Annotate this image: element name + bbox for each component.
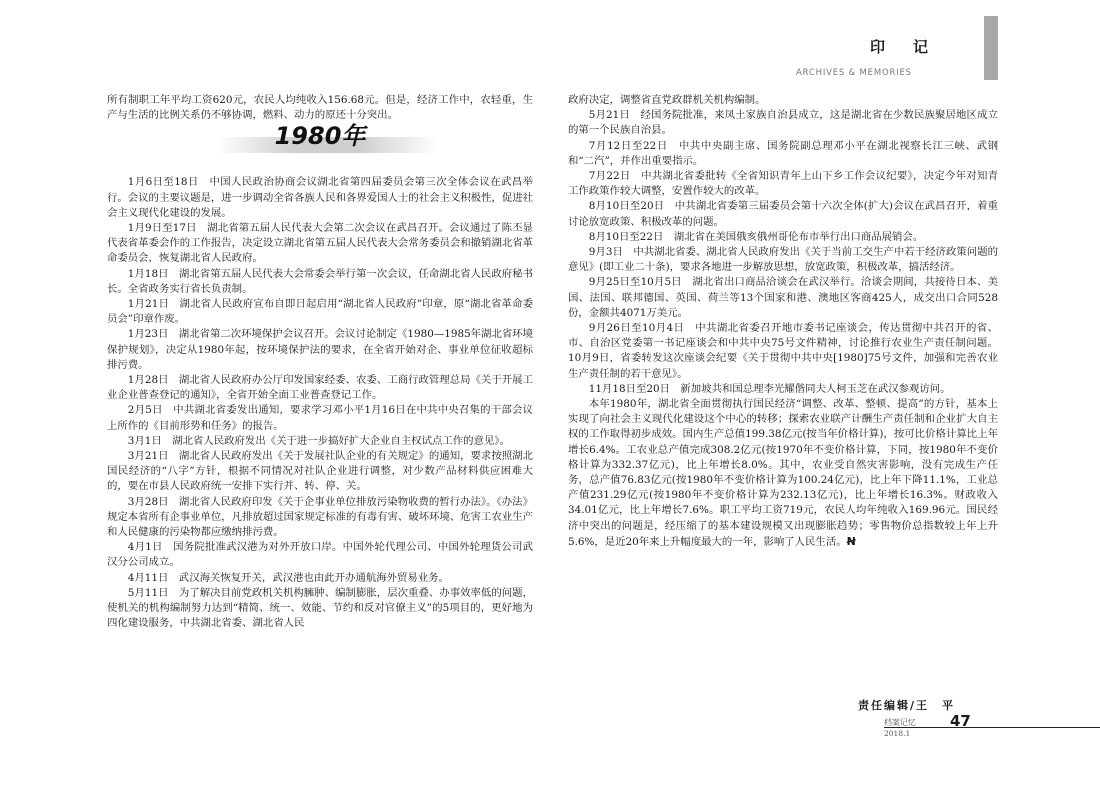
entry-paragraph: 3月21日 湖北省人民政府发出《关于发展社队企业的有关规定》的通知，要求按照湖北国民经济的“八字”方针，根据不同情况对社队企业进行调整，对少数产品材料供应困难大的，要在市县人民政府统一安排下实行并、转、停、关。 — [107, 450, 533, 493]
entry-paragraph: 9月26日至10月4日 中共湖北省委召开地市委书记座谈会，传达贯彻中共召开的省、市、自治区党委第一书记座谈会和中共中央75号文件精神，讨论推行农业生产责任制问题。10月9日，省委转发这次座谈会纪要《关于贯彻中共中央[1980]75号文件，加强和完善农业生产责任制的若干意见》。 — [568, 322, 998, 380]
footer-rule — [884, 727, 1100, 728]
entry-paragraph: 7月22日 中共湖北省委批转《全省知识青年上山下乡工作会议纪要》，决定今年对知青工作政策作较大调整，安置作较大的改革。 — [568, 170, 998, 198]
entry-paragraph: 4月11日 武汉海关恢复开关，武汉港也由此开办通航海外贸易业务。 — [127, 571, 449, 584]
entry-paragraph: 9月25日至10月5日 湖北省出口商品洽谈会在武汉举行。洽谈会期间，共接待日本、美国、法国、联邦德国、英国、荷兰等13个国家和港、澳地区客商425人，成交出口合同528份，金额共4071万美元。 — [568, 276, 998, 319]
entry-paragraph: 9月3日 中共湖北省委、湖北省人民政府发出《关于当前工交生产中若干经济政策问题的意见》(即工业二十条)，要求各地进一步解放思想，放宽政策，积极改革，搞活经济。 — [568, 246, 998, 274]
end-mark-icon: Ꞥ — [846, 534, 856, 548]
entry-paragraph: 1月9日至17日 湖北省第五届人民代表大会第二次会议在武昌召开。会议通过了陈丕显代表省革委会作的工作报告，决定设立湖北省第五届人民代表大会常务委员会和撤销湖北省革命委员会，恢复湖北省人民政府。 — [107, 222, 534, 265]
entry-paragraph: 1月18日 湖北省第五届人民代表大会常委会举行第一次会议，任命湖北省人民政府秘书长。全省政务实行省长负责制。 — [107, 267, 533, 295]
left-intro-paragraph: 所有制职工年平均工资620元，农民人均纯收入156.68元。但是，经济工作中，农轻重，生产与生活的比例关系仍不够协调，燃料、动力的原还十分突出。 — [107, 94, 533, 122]
responsible-editor: 责任编辑/王 平 — [858, 699, 956, 712]
entry-paragraph: 1月21日 湖北省人民政府宣布自即日起启用“湖北省人民政府”印章，原“湖北省革命委员会”印章作废。 — [107, 298, 533, 326]
entry-paragraph: 8月10日至20日 中共湖北省委第三届委员会第十六次全体(扩大)会议在武昌召开，着重讨论放宽政策、积极改革的问题。 — [568, 200, 998, 228]
entry-paragraph: 1月23日 湖北省第二次环境保护会议召开。会议讨论制定《1980—1985年湖北省环境保护规划》，决定从1980年起，按环境保护法的要求，在全省开始对企、事业单位征收超标排污费。 — [107, 328, 534, 371]
page-number: 47 — [950, 712, 971, 730]
summary-paragraph — [568, 397, 998, 550]
footer-journal-name: 档案记忆 — [884, 718, 916, 727]
entry-paragraph: 4月1日 国务院批准武汉港为对外开放口岸。中国外轮代理公司、中国外轮理货公司武汉分公司成立。 — [107, 541, 533, 569]
right-intro-paragraph: 政府决定，调整省直党政群机关机构编制。 — [568, 94, 766, 106]
entry-paragraph: 8月10日至22日 湖北省在美国俄亥俄州哥伦布市举行出口商品展销会。 — [588, 230, 924, 243]
left-column — [107, 93, 533, 632]
entry-paragraph: 5月21日 经国务院批准，来凤土家族自治县成立，这是湖北省在少数民族聚居地区成立的第一个民族自治县。 — [568, 109, 998, 137]
right-column — [568, 93, 998, 550]
section-subtitle: ARCHIVES & MEMORIES — [796, 68, 912, 78]
entry-paragraph: 3月1日 湖北省人民政府发出《关于进一步搞好扩大企业自主权试点工作的意见》。 — [127, 434, 510, 447]
entry-paragraph: 11月18日至20日 新加坡共和国总理李光耀偕同夫人柯玉芝在武汉参观访问。 — [588, 382, 951, 395]
entry-paragraph: 1月6日至18日 中国人民政治协商会议湖北省第四届委员会第三次全体会议在武昌举行。会议的主要议题是，进一步调动全省各族人民和各界爱国人士的社会主义积极性，促进社会主义现代化建设的发展。 — [107, 176, 534, 219]
year-heading-text: 1980年 — [274, 122, 366, 151]
entry-paragraph: 5月11日 为了解决目前党政机关机构臃肿、编制膨胀，层次重叠、办事效率低的问题，使机关的机构编制努力达到“精简、统一、效能、节约和反对官僚主义”的5项目的，更好地为四化建设服务，中共湖北省委、湖北省人民 — [107, 586, 533, 630]
entry-paragraph: 3月28日 湖北省人民政府印发《关于企事业单位排放污染物收费的暂行办法》。《办法》规定本省所有企事业单位，凡排放超过国家规定标准的有毒有害、破坏环境、危害工农业生产和人民健康的污染物都应缴纳排污费。 — [107, 495, 534, 539]
summary-text: 本年1980年，湖北省全面贯彻执行国民经济“调整、改革、整顿、提高”的方针，基本上实现了向社会主义现代化建设这个中心的转移；探索农业联产计酬生产责任制和企业扩大自主权的工作取得初步成效。国内生产总值199.38亿元(按当年价格计算)，按可比价格计算比上年增长6.4%。工农业总产值完成308.2亿元(按1970年不变价格计算，下同，按1980年不变价格计算为332.37亿元)，比上年增长8.0%。其中，农业受自然灾害影响，没有完成生产任务，总产值76.83亿元(按1980年不变价格计算为100.24亿元)，比上年下降11.1%，工业总产值231.29亿元(按1980年不变价格计算为232.13亿元)，比上年增长16.3%。财政收入34.01亿元，比上年增长7.6%。职工平均工资719元，农民人均年纯收入169.96元。国民经济中突出的问题是，经压缩了的基本建设规模又出现膨胀趋势；零售物价总指数较上年上升5.6%，是近20年来上升幅度最大的一年，影响了人民生活。 — [568, 398, 998, 548]
header-side-bar — [984, 16, 998, 80]
entry-paragraph: 1月28日 湖北省人民政府办公厅印发国家经委、农委、工商行政管理总局《关于开展工业企业普查登记的通知》，全省开始全面工业普查登记工作。 — [107, 374, 533, 402]
entry-paragraph: 7月12日至22日 中共中央副主席、国务院副总理邓小平在湖北视察长江三峡、武钢和“二汽”，并作出重要指示。 — [568, 139, 998, 167]
year-heading — [107, 122, 533, 169]
section-title: 印记 — [870, 38, 957, 56]
entry-paragraph: 2月5日 中共湖北省委发出通知，要求学习邓小平1月16日在中共中央召集的干部会议上所作的《目前形势和任务》的报告。 — [107, 404, 533, 432]
footer-issue: 2018.1 — [884, 729, 911, 738]
